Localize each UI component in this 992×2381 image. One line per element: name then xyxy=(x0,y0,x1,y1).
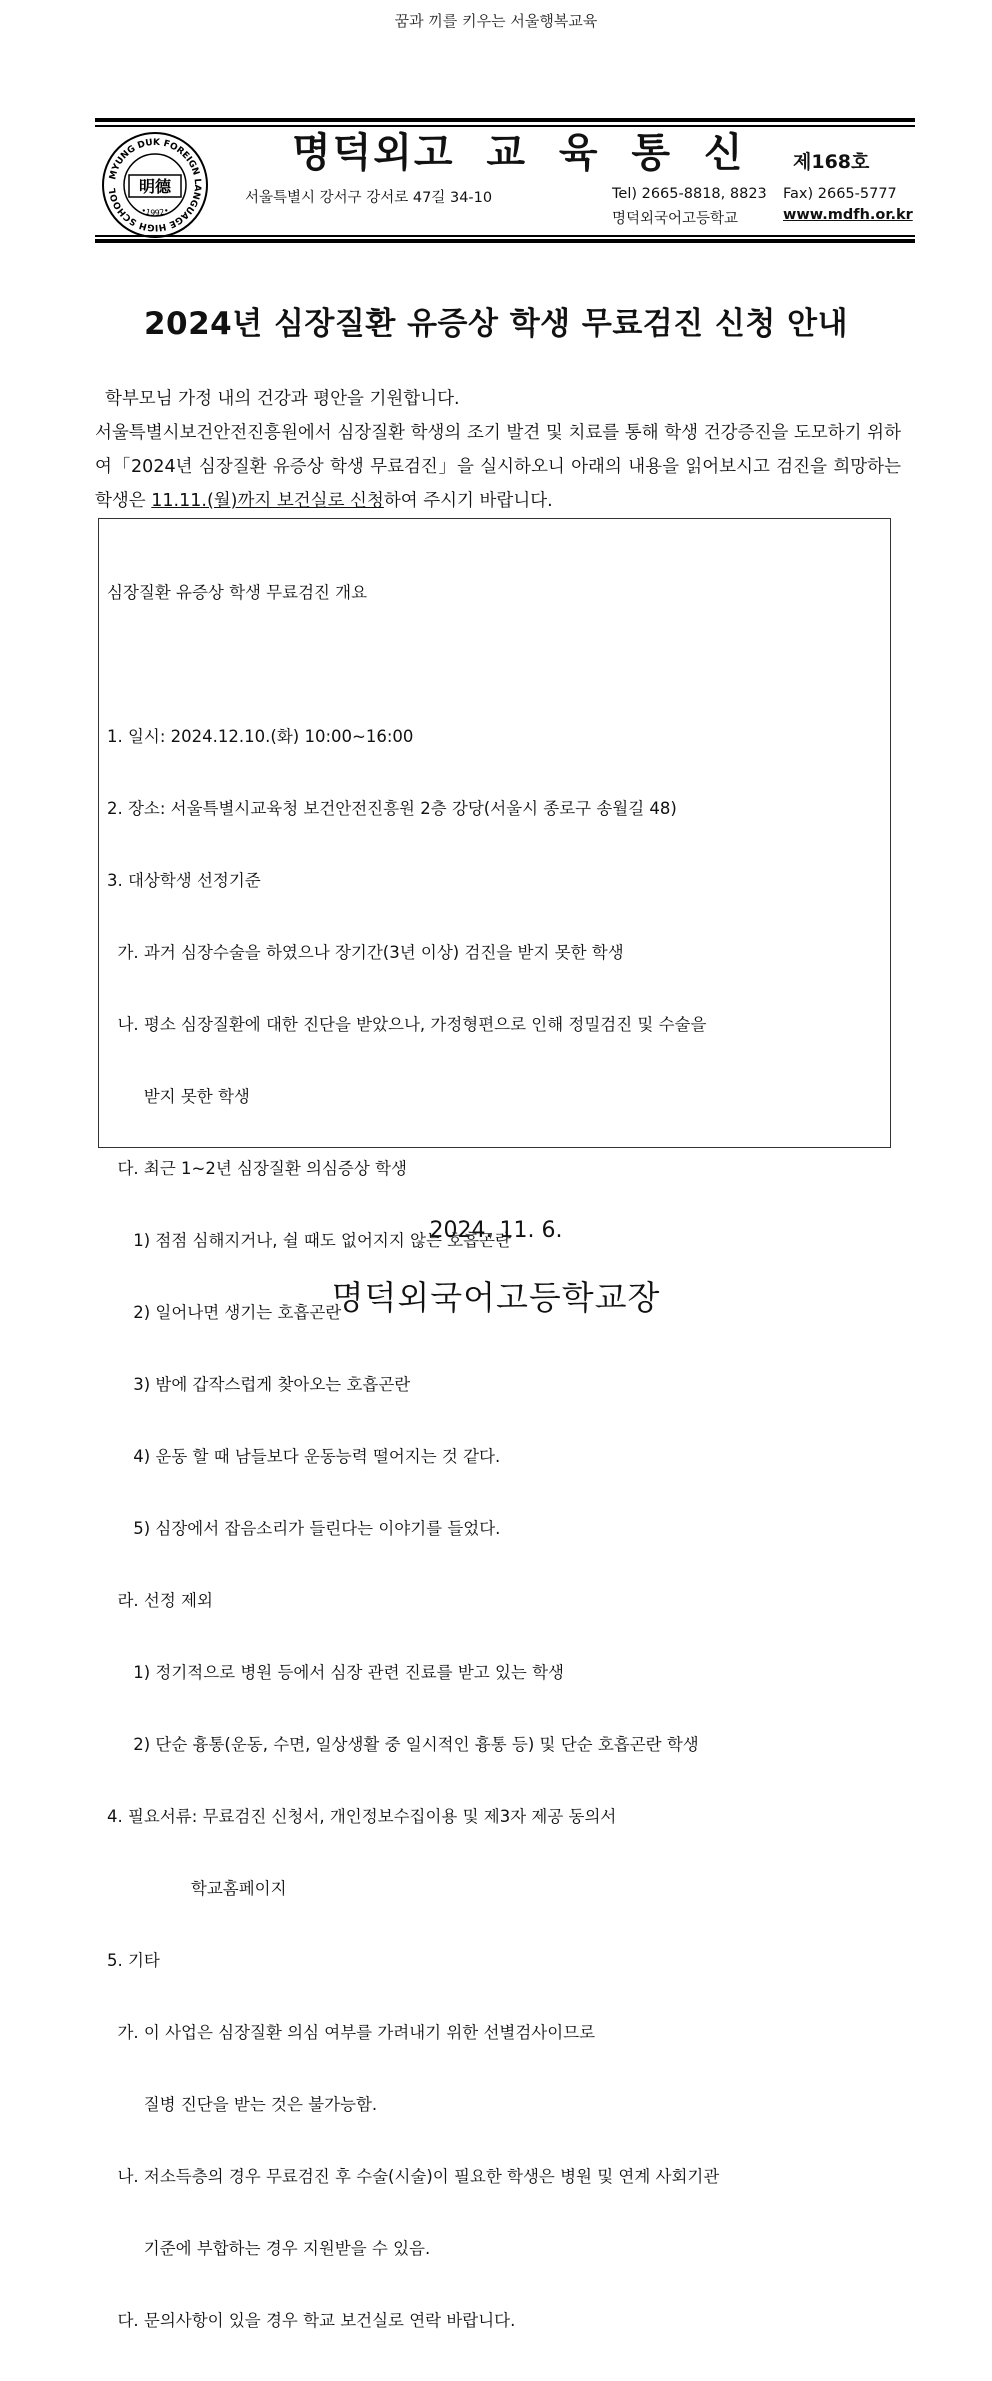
school-seal-icon xyxy=(101,131,209,239)
school-address: 서울특별시 강서구 강서로 47길 34-10 xyxy=(245,190,493,206)
overview-line: 1) 점점 심해지거나, 쉴 때도 없어지지 않는 호흡곤란 xyxy=(107,1231,511,1250)
header-bottom-rule-thick xyxy=(95,239,915,243)
school-fax: Fax) 2665-5777 xyxy=(783,186,897,202)
school-name: 명덕외국어고등학교 xyxy=(612,211,739,227)
overview-line: 학교홈페이지 xyxy=(107,1879,287,1898)
overview-line: 다. 최근 1~2년 심장질환 의심증상 학생 xyxy=(107,1159,407,1178)
issue-date: 2024. 11. 6. xyxy=(429,1218,563,1243)
overview-heading: 심장질환 유증상 학생 무료검진 개요 xyxy=(107,583,368,602)
overview-line: 3) 밤에 갑작스럽게 찾아오는 호흡곤란 xyxy=(107,1375,411,1394)
overview-line: 가. 과거 심장수술을 하였으나 장기간(3년 이상) 검진을 받지 못한 학생 xyxy=(107,943,624,962)
seal-ring-text: MYUNG DUK FOREIGN LANGUAGE HIGH SCHOOL xyxy=(108,137,203,233)
seal-year: •1992• xyxy=(139,205,171,218)
seal-center-text: 明德 xyxy=(138,177,172,196)
overview-line: 2) 일어나면 생기는 호흡곤란 xyxy=(107,1303,342,1322)
overview-line: 4. 필요서류: 무료검진 신청서, 개인정보수집이용 및 제3자 제공 동의서 xyxy=(107,1807,617,1826)
overview-line: 가. 이 사업은 심장질환 의심 여부를 가려내기 위한 선별검사이므로 xyxy=(107,2023,596,2042)
issue-number: 제168호 xyxy=(793,151,870,173)
overview-line: 5) 심장에서 잡음소리가 들린다는 이야기를 들었다. xyxy=(107,1519,501,1538)
slogan: 꿈과 끼를 키우는 서울행복교육 xyxy=(394,12,598,30)
overview-line: 나. 저소득층의 경우 무료검진 후 수술(시술)이 필요한 학생은 병원 및 연계 사회기관 xyxy=(107,2167,720,2186)
intro-text-before: 서울특별시보건안전진흥원에서 심장질환 학생의 조기 발견 및 치료를 통해 학생 건강증진을 도모하기 위하여「2024년 심장질환 유증상 학생 무료검진」을 실시하오니 아래의 내용을 읽어보시고 검진을 희망하는 학생은 xyxy=(95,423,901,511)
overview-line: 나. 평소 심장질환에 대한 진단을 받았으나, 가정형편으로 인해 정밀검진 및 수술을 xyxy=(107,1015,707,1034)
overview-line: 2) 단순 흉통(운동, 수면, 일상생활 중 일시적인 흉통 등) 및 단순 호흡곤란 학생 xyxy=(107,1735,699,1754)
intro-text xyxy=(95,382,901,518)
principal-signature: 명덕외국어고등학교장 xyxy=(331,1278,661,1317)
greeting-line: 학부모님 가정 내의 건강과 평안을 기원합니다. xyxy=(105,389,460,409)
intro-text-after: 하여 주시기 바랍니다. xyxy=(383,491,553,511)
header-top-rule-thin xyxy=(95,125,915,127)
overview-line: 4) 운동 할 때 남들보다 운동능력 떨어지는 것 같다. xyxy=(107,1447,501,1466)
overview-content xyxy=(107,533,882,2381)
overview-line: 기준에 부합하는 경우 지원받을 수 있음. xyxy=(107,2239,431,2258)
publication-title: 명덕외고 교 육 통 신 xyxy=(292,130,745,176)
overview-line: 1. 일시: 2024.12.10.(화) 10:00~16:00 xyxy=(107,727,414,746)
overview-line: 라. 선정 제외 xyxy=(107,1591,213,1610)
overview-line: 질병 진단을 받는 것은 불가능함. xyxy=(107,2095,378,2114)
svg-text:•1992• xyxy=(140,206,170,218)
overview-line: 다. 문의사항이 있을 경우 학교 보건실로 연락 바랍니다. xyxy=(107,2311,516,2330)
overview-line: 받지 못한 학생 xyxy=(107,1087,250,1106)
overview-line: 1) 정기적으로 병원 등에서 심장 관련 진료를 받고 있는 학생 xyxy=(107,1663,564,1682)
overview-line: 2. 장소: 서울특별시교육청 보건안전진흥원 2층 강당(서울시 종로구 송월길 48) xyxy=(107,799,677,818)
intro-paragraph xyxy=(95,416,901,518)
overview-line: 3. 대상학생 선정기준 xyxy=(107,871,261,890)
school-website-link[interactable]: www.mdfh.or.kr xyxy=(783,207,913,223)
deadline-highlight: 11.11.(월)까지 보건실로 신청 xyxy=(151,491,384,511)
header-top-rule-thick xyxy=(95,118,915,122)
overview-line: 5. 기타 xyxy=(107,1951,160,1970)
school-tel: Tel) 2665-8818, 8823 xyxy=(612,186,767,202)
document-title: 2024년 심장질환 유증상 학생 무료검진 신청 안내 xyxy=(143,306,849,342)
header-bottom-rule-thin xyxy=(95,235,915,237)
